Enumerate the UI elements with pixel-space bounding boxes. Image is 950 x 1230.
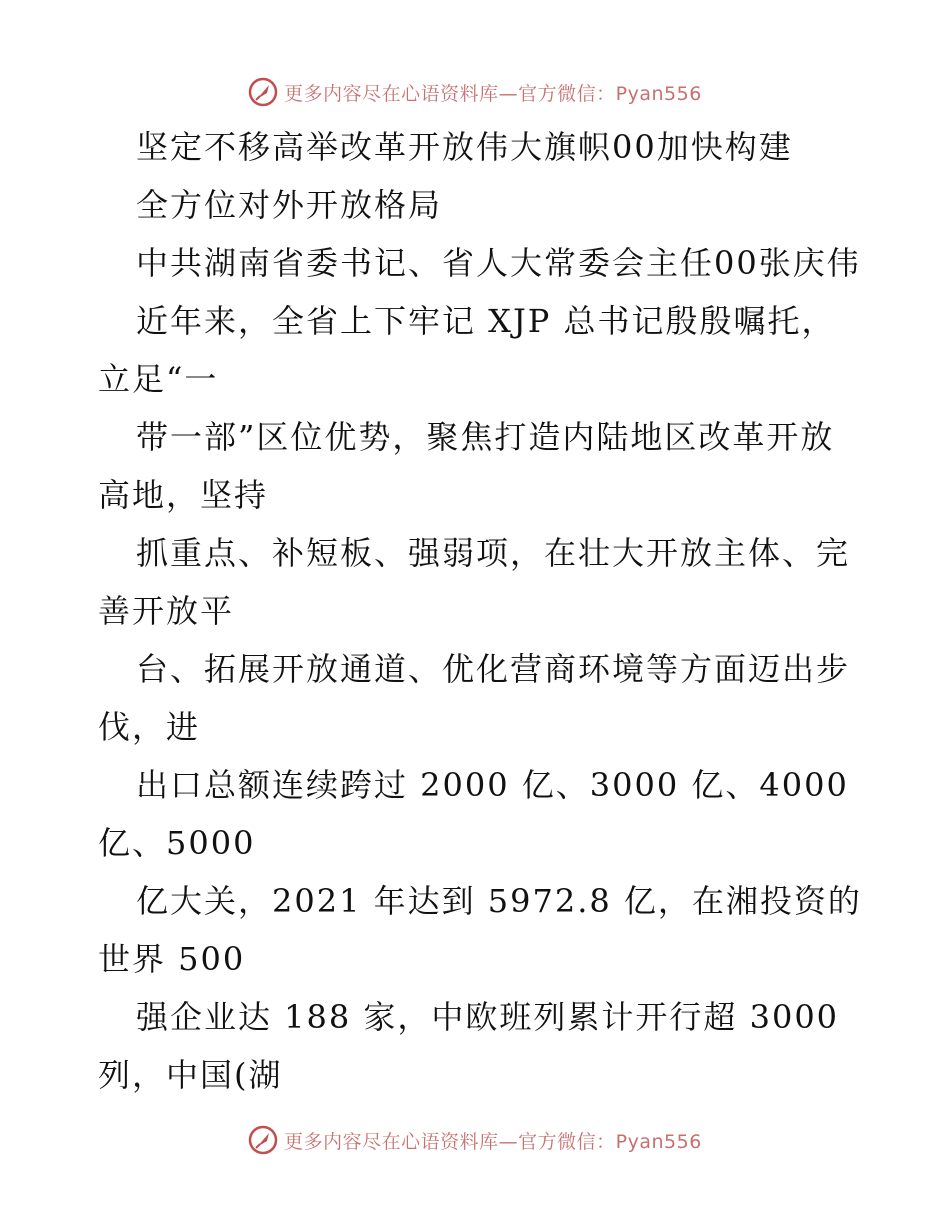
document-line: 强企业达 188 家，中欧班列累计开行超 3000 xyxy=(136,998,840,1036)
document-line: 带一部”区位优势，聚焦打造内陆地区改革开放 xyxy=(136,418,835,456)
document-line: 世界 500 xyxy=(98,940,246,978)
document-line: 出口总额连续跨过 2000 亿、3000 亿、4000 xyxy=(136,766,849,804)
document-body xyxy=(98,118,898,1104)
document-line: 亿大关，2021 年达到 5972.8 亿，在湘投资的 xyxy=(136,882,862,920)
document-line: 高地，坚持 xyxy=(98,476,269,514)
document-line: 抓重点、补短板、强弱项，在壮大开放主体、完 xyxy=(136,534,851,572)
document-line: 台、拓展开放通道、优化营商环境等方面迈出步 xyxy=(136,650,851,688)
document-line: 列，中国(湖 xyxy=(98,1056,283,1094)
document-line: 伐，进 xyxy=(98,708,201,746)
document-line: 中共湖南省委书记、省人大常委会主任00张庆伟 xyxy=(136,244,861,282)
document-line: 亿、5000 xyxy=(98,824,256,862)
document-line: 全方位对外开放格局 xyxy=(136,186,443,224)
quill-logo-icon xyxy=(248,1125,278,1155)
footer-watermark-text: 更多内容尽在心语资料库—官方微信：Pyan556 xyxy=(284,1130,702,1153)
header-watermark-text: 更多内容尽在心语资料库—官方微信：Pyan556 xyxy=(284,82,702,105)
document-line: 善开放平 xyxy=(98,592,235,630)
document-line: 近年来，全省上下牢记 XJP 总书记殷殷嘱托， xyxy=(136,302,836,340)
document-line: 坚定不移高举改革开放伟大旗帜00加快构建 xyxy=(136,128,793,166)
header-watermark-banner xyxy=(0,72,950,112)
quill-logo-icon xyxy=(248,77,278,107)
document-line: 立足“一 xyxy=(98,360,219,398)
footer-watermark-banner xyxy=(0,1120,950,1160)
